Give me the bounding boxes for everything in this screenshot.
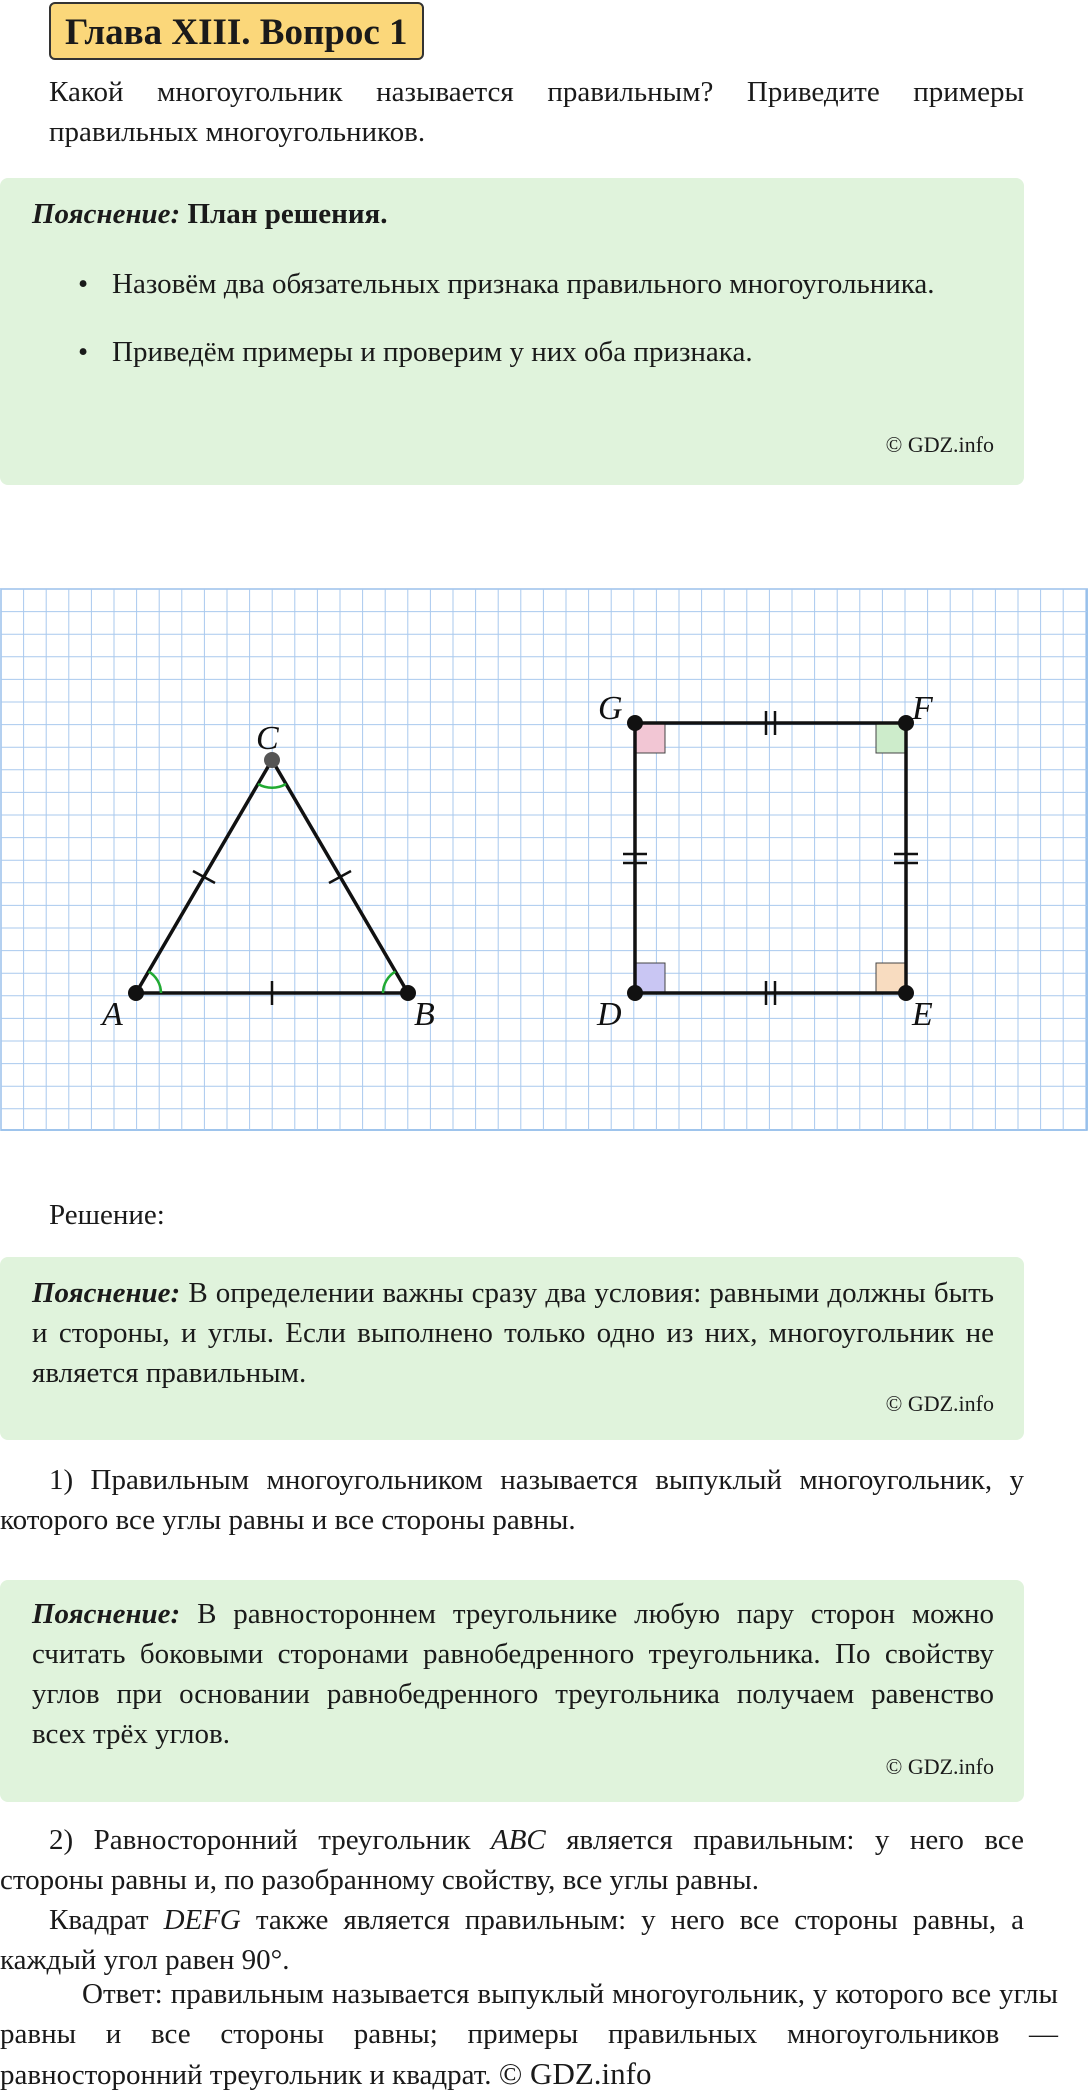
plan-label: Пояснение: [32, 198, 181, 230]
label-a: A [102, 996, 123, 1033]
plan-list [32, 264, 992, 400]
plan-heading [32, 194, 992, 234]
vertex-d [627, 985, 643, 1001]
label-f: F [912, 690, 933, 727]
grid-frame [1, 589, 1087, 1130]
math-abc: ABC [490, 1824, 546, 1856]
math-defg: DEFG [163, 1904, 241, 1936]
copyright-text: © GDZ.info [885, 432, 994, 457]
label-c: C [256, 720, 279, 757]
copyright-text: © GDZ.info [498, 2056, 652, 2091]
geometry-figure [0, 585, 1089, 1135]
explanation-text-1 [32, 1273, 994, 1393]
vertex-a [128, 985, 144, 1001]
step-3-part: также является правильным: у него все стороны равны, а каждый угол равен 90°. [0, 1904, 1025, 1976]
answer-text [0, 1974, 1058, 2095]
label-b: B [414, 996, 435, 1033]
label-e: E [912, 996, 933, 1033]
step-2-text [0, 1820, 1024, 1900]
plan-title: План решения. [187, 198, 388, 230]
solution-label: Решение: [49, 1199, 165, 1231]
copyright-text: © GDZ.info [885, 1754, 994, 1779]
question-text: Какой многоугольник называется правильным? Приведите примеры правильных многоугольников. [49, 76, 1024, 148]
step-2-part: 2) Равносторонний треугольник [49, 1824, 471, 1856]
explanation-box-1 [0, 1257, 1024, 1440]
explanation-label: Пояснение: [32, 1277, 181, 1309]
step-2-part: является правильным: у него все стороны равны и, по разобранному свойству, все углы равны. [0, 1824, 1024, 1896]
page-title: Глава XIII. Вопрос 1 [49, 2, 424, 60]
explanation-body: В определении важны сразу два условия: равными должны быть и стороны, и углы. Если выполнено только одно из них, многоугольник не является правильным. [32, 1277, 995, 1389]
step-3-text [0, 1900, 1024, 1980]
vertex-g [627, 715, 643, 731]
copyright-text: © GDZ.info [885, 1391, 994, 1416]
label-d: D [597, 996, 622, 1033]
explanation-body: В равностороннем треугольнике любую пару сторон можно считать боковыми сторонами равнобедренного треугольника. По свойству углов при основании равнобедренного треугольника получаем равенство всех трёх углов. [32, 1598, 994, 1750]
explanation-box-2 [0, 1580, 1024, 1802]
plan-box [0, 178, 1024, 485]
label-g: G [598, 690, 623, 727]
plan-item: • Приведём примеры и проверим у них оба признака. [32, 332, 992, 372]
explanation-text-2 [32, 1594, 994, 1754]
step-3-part: Квадрат [49, 1904, 149, 1936]
step-1-text: 1) Правильным многоугольником называется выпуклый многоугольник, у которого все углы равны и все стороны равны. [0, 1464, 1024, 1536]
answer-body: Ответ: правильным называется выпуклый многоугольник, у которого все углы равны и все стороны равны; примеры правильных многоугольников — равносторонний треугольник и квадрат. [0, 1978, 1058, 2091]
plan-item: • Назовём два обязательных признака правильного многоугольника. [32, 264, 992, 304]
explanation-label: Пояснение: [32, 1598, 181, 1630]
